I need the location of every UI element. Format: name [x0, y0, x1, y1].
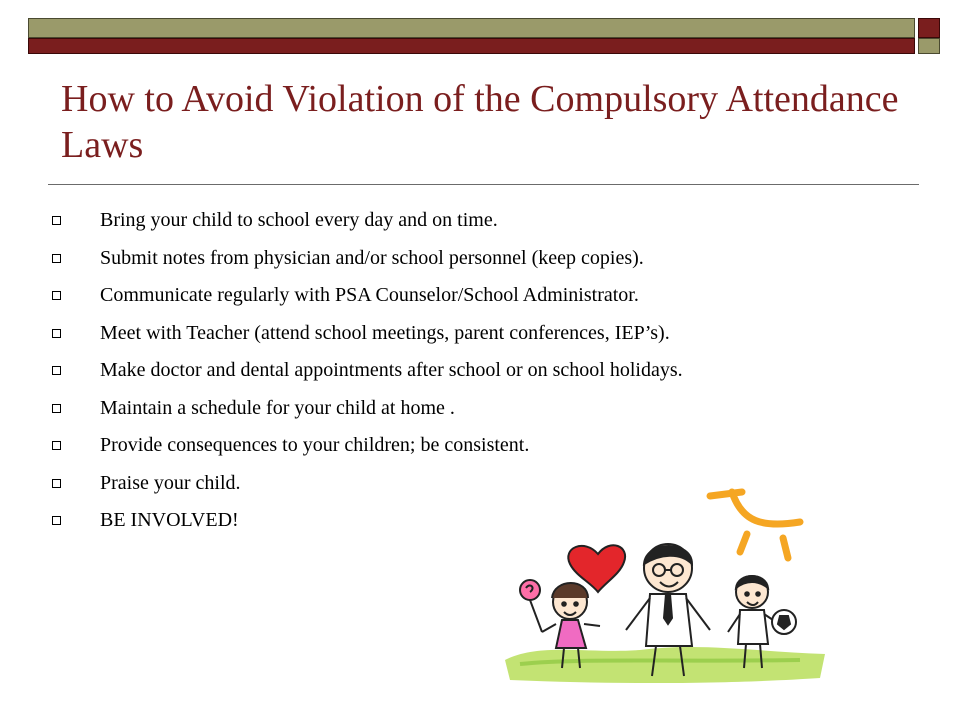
grass — [505, 647, 825, 683]
list-item — [44, 244, 924, 282]
list-item-text: Make doctor and dental appointments after school or on school holidays. — [100, 359, 683, 381]
square-bullet-icon — [52, 329, 61, 338]
list-item — [44, 206, 924, 244]
square-bullet-icon — [52, 216, 61, 225]
square-bullet-icon — [52, 366, 61, 375]
top-bar-olive — [28, 18, 915, 38]
square-bullet-icon — [52, 441, 61, 450]
list-item-text: Bring your child to school every day and on time. — [100, 209, 498, 231]
list-item-text: Communicate regularly with PSA Counselor/School Administrator. — [100, 284, 639, 306]
square-bullet-icon — [52, 479, 61, 488]
square-bullet-icon — [52, 404, 61, 413]
list-item-text: Maintain a schedule for your child at home . — [100, 396, 455, 419]
list-item-text: Submit notes from physician and/or school personnel (keep copies). — [100, 246, 644, 269]
family-illustration — [500, 482, 830, 692]
corner-square-olive — [918, 38, 940, 54]
list-item-text: BE INVOLVED! — [100, 509, 239, 531]
list-item — [44, 356, 924, 394]
square-bullet-icon — [52, 254, 61, 263]
list-item — [44, 319, 924, 357]
list-item-text: Meet with Teacher (attend school meetings, parent conferences, IEP’s). — [100, 321, 670, 344]
list-item-text: Praise your child. — [100, 471, 241, 494]
list-item — [44, 431, 924, 469]
top-bar-maroon — [28, 38, 915, 54]
list-item-text: Provide consequences to your children; be consistent. — [100, 434, 530, 456]
title-divider — [48, 184, 919, 185]
soccer-ball-icon — [772, 610, 796, 634]
list-item — [44, 394, 924, 432]
square-bullet-icon — [52, 516, 61, 525]
sun-icon — [710, 492, 800, 558]
square-bullet-icon — [52, 291, 61, 300]
list-item — [44, 281, 924, 319]
corner-square-maroon — [918, 18, 940, 38]
slide-title: How to Avoid Violation of the Compulsory Attendance Laws — [61, 78, 899, 166]
